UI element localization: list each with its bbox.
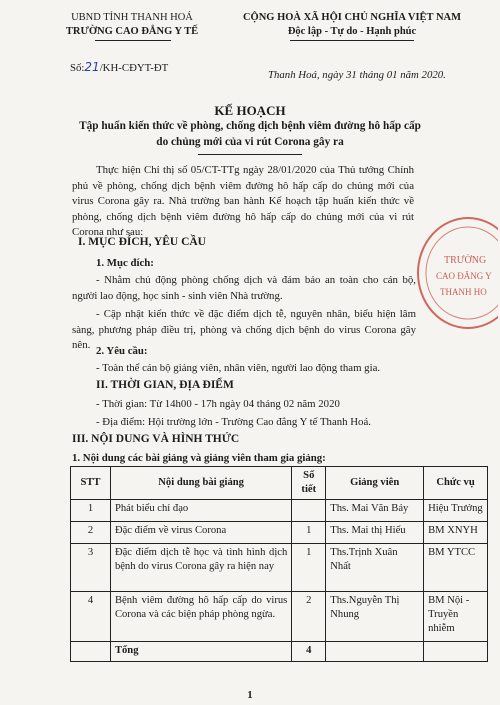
total-periods: 4 — [292, 642, 326, 662]
intro-paragraph: Thực hiện Chỉ thị số 05/CT-TTg ngày 28/01/2020 của Thủ tướng Chính phủ về phòng, chống dịch bệnh viêm đường hô hấp cấp do chủng mới của virus Corona gây ra. Nhà trường ban hành Kế hoạch tập huấn kiến thức về phòng, chống dịch bệnh viêm đường hô hấp cấp do chủng mới của vi rút Corona như sau: — [72, 164, 414, 238]
section1-sub1: 1. Mục đích: — [96, 257, 154, 269]
table-row: 2 Đặc điểm về virus Corona 1 Ths. Mai thị Hiếu BM XNYH — [71, 522, 488, 544]
table-total-row — [71, 642, 488, 662]
section1-heading: I. MỤC ĐÍCH, YÊU CẦU — [78, 236, 206, 248]
section2-heading: II. THỜI GIAN, ĐỊA ĐIỂM — [96, 379, 234, 391]
org-header — [52, 11, 212, 39]
header-lecturer: Giảng viên — [326, 467, 424, 500]
section3-sub1: 1. Nội dung các bài giảng và giảng viên tham gia giảng: — [72, 452, 326, 464]
nation-underline — [290, 40, 414, 41]
nation-line2: Độc lập - Tự do - Hạnh phúc — [287, 26, 417, 37]
section2-place: - Địa điểm: Hội trường lớn - Trường Cao đẳng Y tế Thanh Hoá. — [96, 416, 371, 428]
total-label: Tổng — [110, 642, 291, 662]
title-underline — [198, 154, 302, 155]
section3-heading: III. NỘI DUNG VÀ HÌNH THỨC — [72, 433, 240, 445]
place-date: Thanh Hoá, ngày 31 tháng 01 năm 2020. — [268, 69, 446, 81]
table-row: 1 Phát biểu chỉ đạo Ths. Mai Văn Bảy Hiệu Trưởng — [71, 500, 488, 522]
svg-text:TRƯỜNG: TRƯỜNG — [444, 255, 487, 266]
svg-text:THANH HO: THANH HO — [440, 287, 487, 297]
handwritten-number: 21 — [84, 60, 100, 74]
svg-text:CAO ĐẲNG Y: CAO ĐẲNG Y — [436, 271, 492, 281]
header-stt: STT — [71, 467, 111, 500]
org-line1: UBND TỈNH THANH HOÁ — [71, 12, 193, 23]
nation-header — [218, 11, 486, 39]
table-row: 4 Bệnh viêm đường hô hấp cấp do virus Corona và các biện pháp phòng ngừa. 2 Ths.Nguyễn Thị Nhung BM Nội - Truyền nhiễm — [71, 592, 488, 642]
org-underline — [95, 40, 171, 41]
section1-p2: - Cập nhật kiến thức về đặc điểm dịch tễ, nguyên nhân, biểu hiện lâm sàng, phương pháp điều trị, phòng và chống dịch bệnh do virus Corona gây nên. — [72, 308, 416, 351]
section2-time: - Thời gian: Từ 14h00 - 17h ngày 04 tháng 02 năm 2020 — [96, 398, 340, 410]
doc-number: Số:21/KH-CĐYT-ĐT — [70, 60, 169, 74]
plan-subtitle: Tập huấn kiến thức về phòng, chống dịch bệnh viêm đường hô hấp cấp do chủng mới của vi rút Corona gây ra — [79, 120, 421, 148]
lecture-table — [70, 466, 488, 662]
header-periods: Số tiết — [292, 467, 326, 500]
red-stamp — [410, 215, 498, 335]
plan-title: KẾ HOẠCH — [214, 103, 286, 118]
nation-line1: CỘNG HOÀ XÃ HỘI CHỦ NGHĨA VIỆT NAM — [242, 12, 462, 23]
section1-p1: - Nhằm chủ động phòng chống dịch và đảm bảo an toàn cho cán bộ, người lao động, học sinh - sinh viên Nhà trường. — [72, 274, 416, 302]
page-number: 1 — [247, 689, 253, 701]
header-position: Chức vụ — [424, 467, 488, 500]
table-header-row — [71, 467, 488, 500]
header-content: Nội dung bài giảng — [110, 467, 291, 500]
section1-p3: - Toàn thể cán bộ giảng viên, nhân viên, người lao động tham gia. — [96, 362, 381, 374]
org-line2: TRƯỜNG CAO ĐẲNG Y TẾ — [65, 26, 199, 37]
table-row: 3 Đặc điểm dịch tễ học và tình hình dịch bệnh do virus Corona gây ra hiện nay 1 Ths.Trịnh Xuân Nhất BM YTCC — [71, 544, 488, 592]
section1-sub2: 2. Yêu cầu: — [96, 345, 148, 357]
